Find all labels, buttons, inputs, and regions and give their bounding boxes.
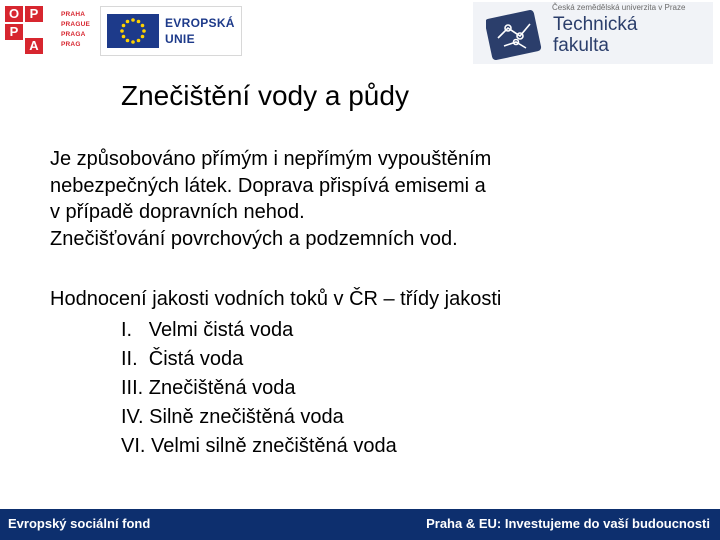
oppa-city-names bbox=[61, 10, 95, 50]
faculty-emblem-icon bbox=[486, 8, 544, 60]
list-item: II. Čistá voda bbox=[121, 348, 244, 370]
list-heading: Hodnocení jakosti vodních toků v ČR – třídy jakosti bbox=[50, 288, 502, 310]
oppa-tile-p2: P bbox=[5, 24, 23, 40]
faculty-name bbox=[553, 14, 638, 56]
oppa-logo bbox=[5, 6, 97, 54]
oppa-tiles bbox=[5, 6, 59, 54]
eu-flag-icon bbox=[107, 14, 159, 48]
oppa-city-line: PRAGA bbox=[61, 31, 86, 38]
oppa-city-line: PRAHA bbox=[61, 11, 86, 18]
oppa-tile-a: A bbox=[25, 38, 43, 54]
list-item: IV. Silně znečištěná voda bbox=[121, 406, 344, 428]
paragraph-line: v případě dopravních nehod. bbox=[50, 201, 305, 223]
faculty-name-line1: Technická bbox=[553, 14, 638, 35]
paragraph-line: nebezpečných látek. Doprava přispívá emisemi a bbox=[50, 174, 486, 197]
faculty-name-line2: fakulta bbox=[553, 35, 609, 56]
list-item: I. Velmi čistá voda bbox=[121, 319, 294, 341]
eu-line2: UNIE bbox=[165, 32, 195, 46]
quality-class-list bbox=[121, 316, 397, 461]
oppa-city-line: PRAG bbox=[61, 41, 81, 48]
university-name: Česká zemědělská univerzita v Praze bbox=[552, 3, 686, 12]
oppa-tile-p1: P bbox=[25, 6, 43, 22]
paragraph-line: Je způsobováno přímým i nepřímým vypouštěním bbox=[50, 148, 492, 170]
slide-paragraph bbox=[50, 146, 690, 252]
eu-logo bbox=[100, 6, 242, 56]
footer-bar bbox=[0, 509, 720, 540]
eu-logo-text bbox=[165, 15, 235, 47]
list-item: VI. Velmi silně znečištěná voda bbox=[121, 435, 397, 457]
oppa-city-line: PRAGUE bbox=[61, 21, 91, 28]
slide-title: Znečištění vody a půdy bbox=[121, 80, 409, 111]
paragraph-line: Znečišťování povrchových a podzemních vod. bbox=[50, 227, 458, 250]
eu-line1: EVROPSKÁ bbox=[165, 16, 235, 30]
footer-left-text: Evropský sociální fond bbox=[8, 516, 151, 531]
list-item: III. Znečištěná voda bbox=[121, 377, 296, 399]
footer-right-text: Praha & EU: Investujeme do vaší budoucnosti bbox=[426, 516, 710, 531]
oppa-tile-o: O bbox=[5, 6, 23, 22]
